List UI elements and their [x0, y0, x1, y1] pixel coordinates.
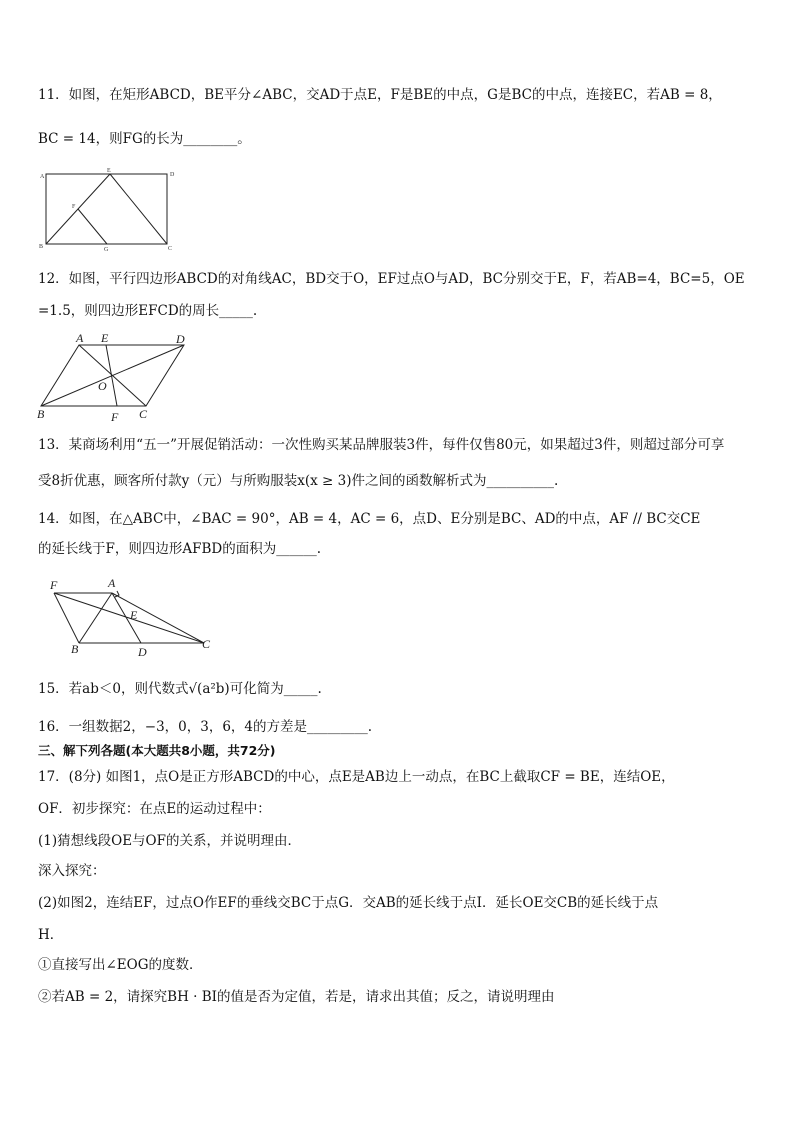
- q13-text-line2: 受8折优惠，顾客所付款y（元）与所购服装x(x ≥ 3)件之间的函数解析式为__________.: [38, 473, 559, 489]
- q17-line2: OF．初步探究：在点E的运动过程中：: [38, 801, 271, 817]
- q12-label-o: O: [98, 379, 107, 393]
- q12-label-a: A: [76, 331, 84, 345]
- q12-text-line2: =1.5，则四边形EFCD的周长_____.: [38, 303, 258, 319]
- q17-line6: H．: [38, 927, 64, 943]
- q17-line4: 深入探究：: [38, 863, 106, 879]
- q14-text-line1: 14．如图，在△ABC中，∠BAC = 90°，AB = 4，AC = 6，点D、E分别是BC、AD的中点，AF // BC交CE: [38, 511, 701, 527]
- q15-text: 15．若ab＜0，则代数式√(a²b)可化简为_____.: [38, 681, 322, 697]
- q12-label-f: F: [111, 410, 119, 424]
- q11-text-line1: 11．如图，在矩形ABCD，BE平分∠ABC，交AD于点E，F是BE的中点，G是BC的中点，连接EC，若AB = 8，: [38, 87, 722, 103]
- q14-label-f: F: [50, 578, 58, 592]
- q17-line1: 17．(8分) 如图1，点O是正方形ABCD的中心，点E是AB边上一动点，在BC上截取CF = BE，连结OE，: [38, 769, 675, 785]
- q12-label-b: B: [37, 407, 45, 421]
- q17-line5: (2)如图2，连结EF，过点O作EF的垂线交BC于点G．交AB的延长线于点I．延长OE交CB的延长线于点: [38, 895, 659, 911]
- q17-line3: (1)猜想线段OE与OF的关系，并说明理由．: [38, 833, 301, 849]
- q17-line7: ①直接写出∠EOG的度数．: [38, 957, 203, 973]
- q12-label-e: E: [101, 331, 109, 345]
- q12-label-d: D: [176, 332, 185, 346]
- q12-text-line1: 12．如图，平行四边形ABCD的对角线AC，BD交于O，EF过点O与AD，BC分别交于E，F，若AB=4，BC=5，OE: [38, 271, 745, 287]
- q14-label-e: E: [130, 608, 138, 622]
- q17-line8: ②若AB = 2，请探究BH · BI的值是否为定值，若是，请求出其值；反之，请说明理由: [38, 989, 555, 1005]
- q14-label-d: D: [138, 645, 147, 659]
- q11-label-b: B: [39, 244, 44, 250]
- q11-label-a: A: [40, 174, 45, 180]
- q14-label-a: A: [108, 576, 116, 590]
- q11-figure: [36, 164, 186, 252]
- q11-label-f: F: [72, 204, 76, 210]
- q14-figure: [44, 572, 224, 662]
- section-3-heading: 三、解下列各题(本大题共8小题，共72分): [38, 743, 276, 758]
- q12-figure: [34, 328, 194, 424]
- q14-label-b: B: [71, 642, 79, 656]
- q11-label-g: G: [104, 247, 109, 252]
- q11-label-d: D: [170, 172, 175, 178]
- q11-label-e: E: [107, 168, 111, 174]
- q12-label-c: C: [139, 407, 148, 421]
- q16-text: 16．一组数据2，−3，0，3，6，4的方差是_________.: [38, 719, 373, 735]
- q11-label-c: C: [168, 246, 173, 252]
- q14-label-c: C: [202, 637, 211, 651]
- q11-text-line2: BC = 14，则FG的长为________。: [38, 131, 251, 147]
- q14-text-line2: 的延长线于F，则四边形AFBD的面积为______.: [38, 541, 322, 557]
- q13-text-line1: 13．某商场利用“五一”开展促销活动：一次性购买某品牌服装3件，每件仅售80元，如果超过3件，则超过部分可享: [38, 437, 725, 453]
